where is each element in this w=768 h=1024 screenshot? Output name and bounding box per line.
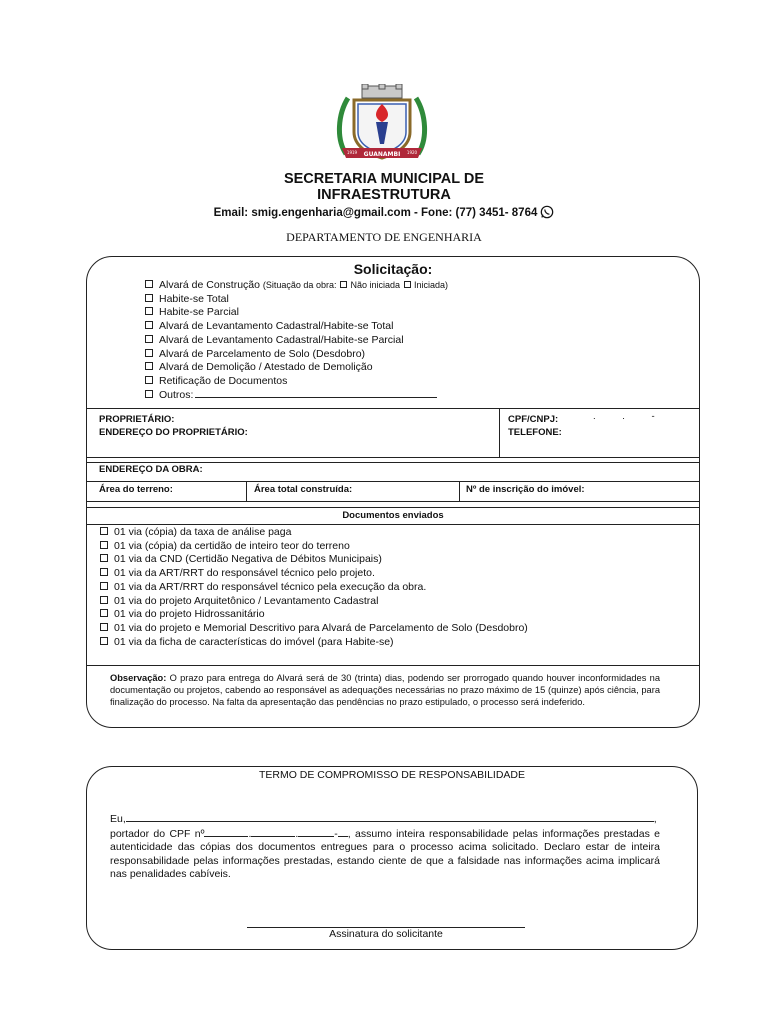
svg-text:GUANAMBI: GUANAMBI bbox=[363, 151, 401, 158]
option-levantamento-parcial: Alvará de Levantamento Cadastral/Habite-se Parcial bbox=[145, 334, 448, 348]
list-item: 01 via do projeto e Memorial Descritivo para Alvará de Parcelamento de Solo (Desdobro) bbox=[100, 622, 528, 636]
divider bbox=[459, 481, 460, 501]
option-habite-total: Habite-se Total bbox=[145, 293, 448, 307]
outros-input-line[interactable] bbox=[195, 389, 437, 398]
list-item: 01 via da ART/RRT do responsável técnico pela execução da obra. bbox=[100, 581, 528, 595]
contact-text: Email: smig.engenharia@gmail.com - Fone: (77) 3451- 8764 bbox=[213, 207, 538, 219]
observation-note bbox=[110, 672, 660, 709]
checkbox[interactable] bbox=[145, 280, 153, 288]
option-outros: Outros: bbox=[145, 389, 448, 403]
cpf-cnpj-label: CPF/CNPJ: bbox=[508, 414, 559, 425]
list-item: 01 via (cópia) da certidão de inteiro teor do terreno bbox=[100, 540, 528, 554]
option-parcelamento-solo: Alvará de Parcelamento de Solo (Desdobro) bbox=[145, 348, 448, 362]
cpf-mask: . . - bbox=[593, 411, 655, 422]
cpf-input-part4[interactable] bbox=[338, 827, 348, 837]
work-address-label: ENDEREÇO DA OBRA: bbox=[99, 464, 203, 475]
checkbox-nao-iniciada[interactable] bbox=[340, 281, 347, 288]
request-type-options bbox=[145, 279, 448, 402]
name-input-line[interactable] bbox=[126, 812, 654, 822]
checkbox[interactable] bbox=[100, 527, 108, 535]
divider bbox=[87, 524, 699, 525]
divider bbox=[87, 481, 699, 482]
divider bbox=[499, 408, 500, 457]
checkbox[interactable] bbox=[145, 349, 153, 357]
option-retificacao: Retificação de Documentos bbox=[145, 375, 448, 389]
contact-line bbox=[0, 205, 768, 220]
title-line-2: INFRAESTRUTURA bbox=[317, 187, 451, 203]
observation-text: O prazo para entrega do Alvará será de 30 (trinta) dias, podendo ser prorrogado quando houver inconformidades na documentação ou projetos, cabendo ao responsável as adequações necessárias no prazo máximo de 15 (quinze) após ciência, para finalização do processo. Na falta da apresentação das pendências no prazo estipulado, o processo será indeferido. bbox=[110, 673, 660, 708]
owner-label: PROPRIETÁRIO: bbox=[99, 414, 175, 425]
checkbox[interactable] bbox=[100, 554, 108, 562]
checkbox[interactable] bbox=[100, 541, 108, 549]
term-title: TERMO DE COMPROMISSO DE RESPONSABILIDADE bbox=[258, 769, 526, 781]
whatsapp-icon bbox=[540, 205, 554, 219]
land-area-label: Área do terreno: bbox=[99, 484, 173, 495]
documents-title: Documentos enviados bbox=[342, 510, 444, 521]
checkbox[interactable] bbox=[100, 582, 108, 590]
title-line-1: SECRETARIA MUNICIPAL DE bbox=[283, 171, 485, 187]
checkbox[interactable] bbox=[100, 596, 108, 604]
observation-label: Observação: bbox=[110, 673, 167, 683]
cpf-input-part3[interactable] bbox=[298, 827, 334, 837]
checkbox[interactable] bbox=[145, 390, 153, 398]
svg-text:1920: 1920 bbox=[406, 150, 418, 155]
checkbox[interactable] bbox=[100, 568, 108, 576]
owner-address-label: ENDEREÇO DO PROPRIETÁRIO: bbox=[99, 427, 248, 438]
request-form-box bbox=[86, 256, 700, 728]
list-item: 01 via do projeto Arquitetônico / Levantamento Cadastral bbox=[100, 595, 528, 609]
checkbox[interactable] bbox=[145, 294, 153, 302]
cpf-input-part2[interactable] bbox=[251, 827, 295, 837]
phone-label: TELEFONE: bbox=[508, 427, 562, 438]
signature-label: Assinatura do solicitante bbox=[329, 928, 443, 940]
divider bbox=[87, 501, 699, 502]
municipal-coat-of-arms-icon bbox=[332, 84, 432, 164]
checkbox[interactable] bbox=[100, 609, 108, 617]
option-habite-parcial: Habite-se Parcial bbox=[145, 306, 448, 320]
cpf-input-part1[interactable] bbox=[204, 827, 248, 837]
checkbox[interactable] bbox=[145, 321, 153, 329]
checkbox[interactable] bbox=[145, 376, 153, 384]
list-item: 01 via da ficha de características do imóvel (para Habite-se) bbox=[100, 636, 528, 650]
built-area-label: Área total construída: bbox=[254, 484, 353, 495]
divider bbox=[87, 457, 699, 458]
list-item: 01 via da ART/RRT do responsável técnico pelo projeto. bbox=[100, 567, 528, 581]
checkbox[interactable] bbox=[145, 307, 153, 315]
documents-list bbox=[100, 526, 528, 649]
term-text: Eu, , portador do CPF nº . . - , assumo inteira responsabilidade pelas informações prestadas e autenticidade das cópias dos documentos entregues para o processo acima solicitado. Declaro estar de inteira responsabilidade pelas informações prestadas, estando ciente de que a falsidade nas informações acima implicará nas penalidades cabíveis. bbox=[110, 813, 660, 880]
divider bbox=[87, 462, 699, 463]
checkbox[interactable] bbox=[100, 623, 108, 631]
divider bbox=[246, 481, 247, 501]
responsibility-term-box bbox=[86, 766, 698, 950]
svg-text:1919: 1919 bbox=[346, 150, 358, 155]
list-item: 01 via da CND (Certidão Negativa de Débitos Municipais) bbox=[100, 553, 528, 567]
divider bbox=[87, 665, 699, 666]
divider bbox=[87, 507, 699, 508]
checkbox[interactable] bbox=[145, 335, 153, 343]
checkbox[interactable] bbox=[145, 362, 153, 370]
registration-label: Nº de inscrição do imóvel: bbox=[466, 484, 585, 495]
option-alvara-construcao: Alvará de Construção (Situação da obra: Não iniciada Iniciada) bbox=[145, 279, 448, 293]
list-item: 01 via (cópia) da taxa de análise paga bbox=[100, 526, 528, 540]
department-name: DEPARTAMENTO DE ENGENHARIA bbox=[286, 230, 482, 244]
checkbox[interactable] bbox=[100, 637, 108, 645]
request-title: Solicitação: bbox=[353, 261, 433, 277]
divider bbox=[87, 408, 699, 409]
list-item: 01 via do projeto Hidrossanitário bbox=[100, 608, 528, 622]
option-levantamento-total: Alvará de Levantamento Cadastral/Habite-se Total bbox=[145, 320, 448, 334]
option-demolicao: Alvará de Demolição / Atestado de Demolição bbox=[145, 361, 448, 375]
checkbox-iniciada[interactable] bbox=[404, 281, 411, 288]
